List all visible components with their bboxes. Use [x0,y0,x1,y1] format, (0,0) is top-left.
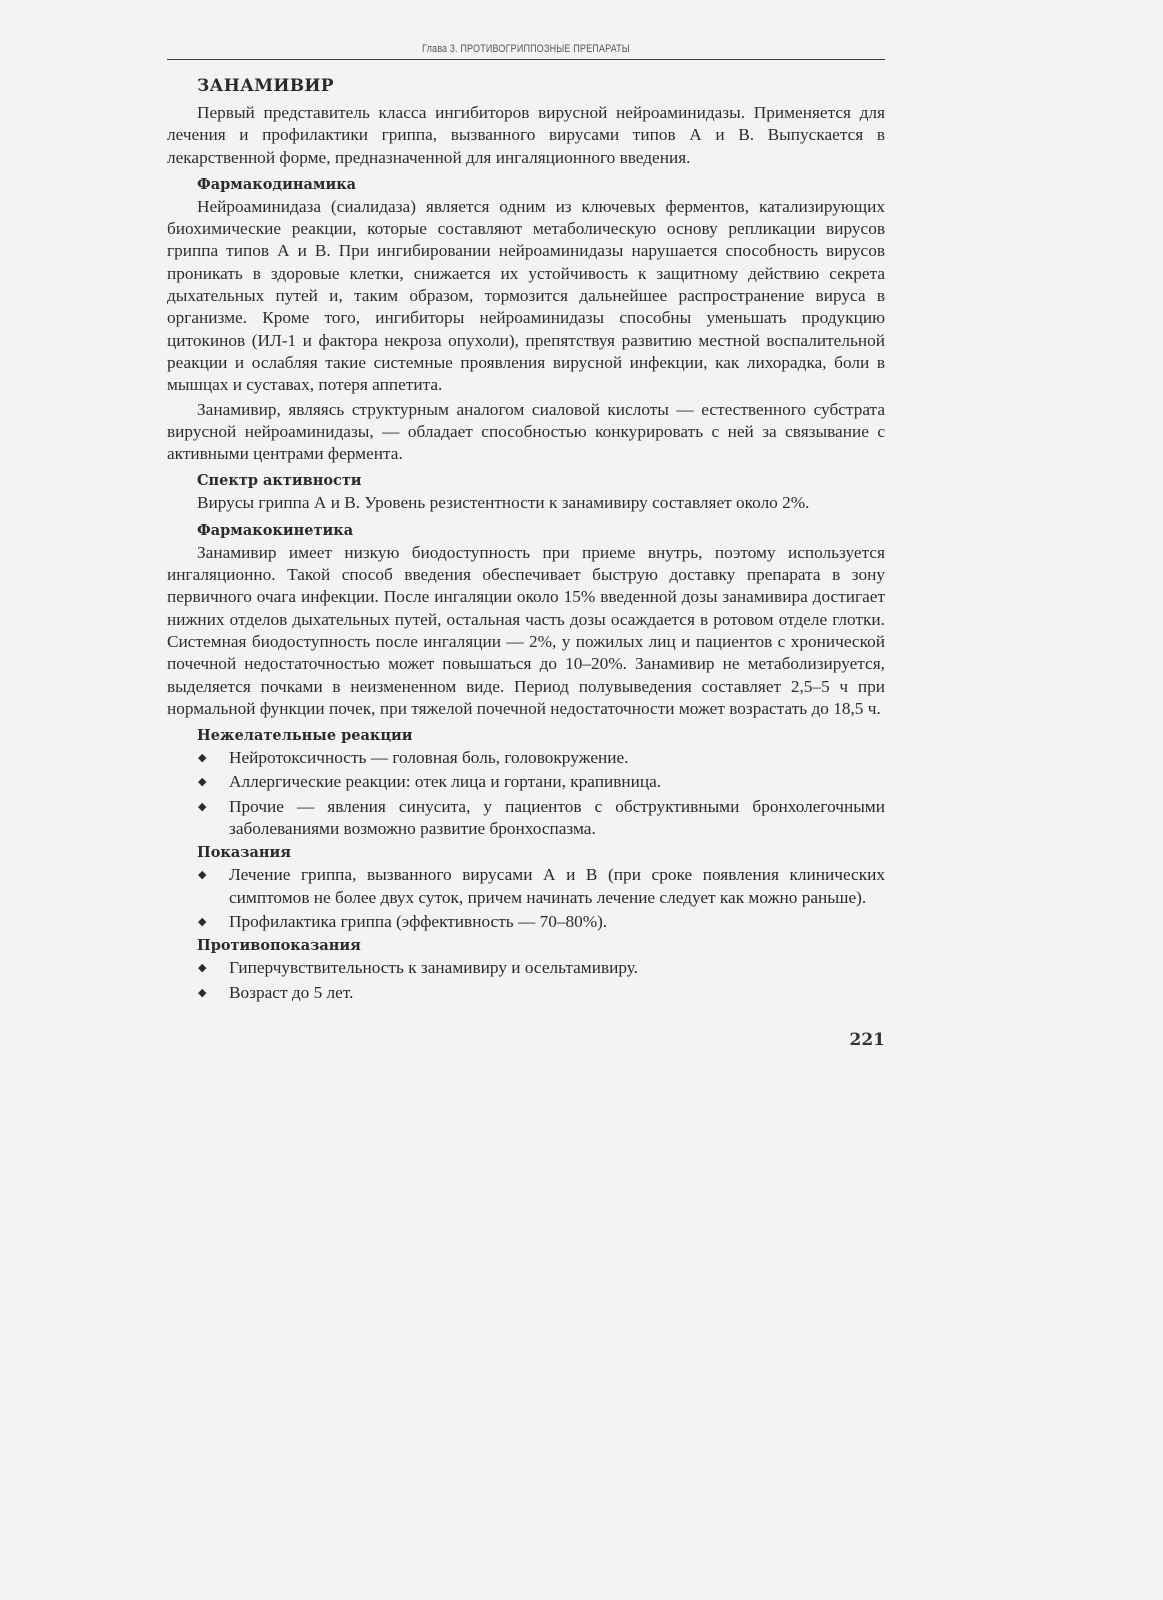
indications-heading: Показания [197,844,291,862]
list-item [167,771,885,793]
bullet-icon: ◆ [198,915,207,928]
indications-list [167,864,885,933]
page-number: 221 [849,1029,885,1050]
list-item-text: Лечение гриппа, вызванного вирусами А и В (при сроке появления клинических симптомов не более двух суток, причем начинать лечение следует как можно раньше). [229,865,885,907]
list-item-text: Гиперчувствительность к занамивиру и осельтамивиру. [229,958,639,978]
spectrum-paragraph: Вирусы гриппа А и В. Уровень резистентности к занамивиру составляет около 2%. [197,493,810,513]
running-header: Глава 3. ПРОТИВОГРИППОЗНЫЕ ПРЕПАРАТЫ [422,43,630,55]
list-item-text: Прочие — явления синусита, у пациентов с обструктивными бронхолегочными заболеваниями возможно развитие бронхоспазма. [229,796,885,839]
list-item [167,911,885,933]
bullet-icon: ◆ [198,752,207,765]
bullet-icon: ◆ [198,962,207,975]
list-item [167,864,885,909]
contraindications-list [167,957,885,1004]
bullet-icon: ◆ [198,869,207,882]
list-item [167,982,885,1004]
list-item-text: Нейротоксичность — головная боль, головокружение. [229,748,629,768]
list-item [167,747,885,769]
contraindications-heading: Противопоказания [197,937,361,955]
spectrum-heading: Спектр активности [197,472,362,490]
intro-paragraph: Первый представитель класса ингибиторов вирусной нейроаминидазы. Применяется для лечения и профилактики гриппа, вызванного вирусами типов А и В. Выпускается в лекарственной форме, предназначенной для ингаляционного введения. [167,103,885,167]
adverse-reactions-list [167,747,885,840]
pharmacodynamics-heading: Фармакодинамика [197,175,357,193]
pharmacokinetics-heading: Фармакокинетика [197,521,354,539]
pharmacokinetics-paragraph: Занамивир имеет низкую биодоступность при приеме внутрь, поэтому используется ингаляционно. Такой способ введения обеспечивает быструю доставку препарата в зону первичного очага инфекции. После ингаляции около 15% введенной дозы занамивира достигает нижних отделов дыхательных путей, остальная часть дозы осаждается в ротовом отделе глотки. Системная биодоступность после ингаляции — 2%, у пожилых лиц и пациентов с хронической почечной недостаточностью может повышаться до 10–20%. Занамивир не метаболизируется, выделяется почками в неизмененном виде. Период полувыведения составляет 2,5–5 ч при нормальной функции почек, при тяжелой почечной недостаточности может возрастать до 18,5 ч. [167,542,885,718]
adverse-reactions-heading: Нежелательные реакции [197,727,413,745]
bullet-icon: ◆ [198,986,207,999]
header-rule [167,59,885,60]
bullet-icon: ◆ [198,800,207,813]
pharmacodynamics-paragraph-2: Занамивир, являясь структурным аналогом сиаловой кислоты — естественного субстрата вирусной нейроаминидазы, — обладает способностью конкурировать с ней за связывание с активными центрами фермента. [167,399,885,464]
pharmacodynamics-paragraph-1: Нейроаминидаза (сиалидаза) является одним из ключевых ферментов, катализирующих биохимические реакции, которые составляют метаболическую основу репликации вирусов гриппа типов А и В. При ингибировании нейроаминидазы нарушается способность вирусов проникать в здоровые клетки, снижается их устойчивость к защитному действию секрета дыхательных путей и, таким образом, тормозится дальнейшее распространение вируса в организме. Кроме того, ингибиторы нейроаминидазы способны уменьшать продукцию цитокинов (ИЛ-1 и фактора некроза опухоли), препятствуя развитию местной воспалительной реакции и ослабляя такие системные проявления вирусной инфекции, как лихорадка, боли в мышцах и суставах, потеря аппетита. [167,196,885,395]
list-item [167,957,885,979]
article-title: ЗАНАМИВИР [197,76,334,96]
list-item-text: Аллергические реакции: отек лица и гортани, крапивница. [229,772,662,792]
list-item [167,796,885,841]
list-item-text: Возраст до 5 лет. [229,982,354,1002]
list-item-text: Профилактика гриппа (эффективность — 70–80%). [229,911,608,931]
book-page [167,40,885,1050]
bullet-icon: ◆ [198,776,207,789]
